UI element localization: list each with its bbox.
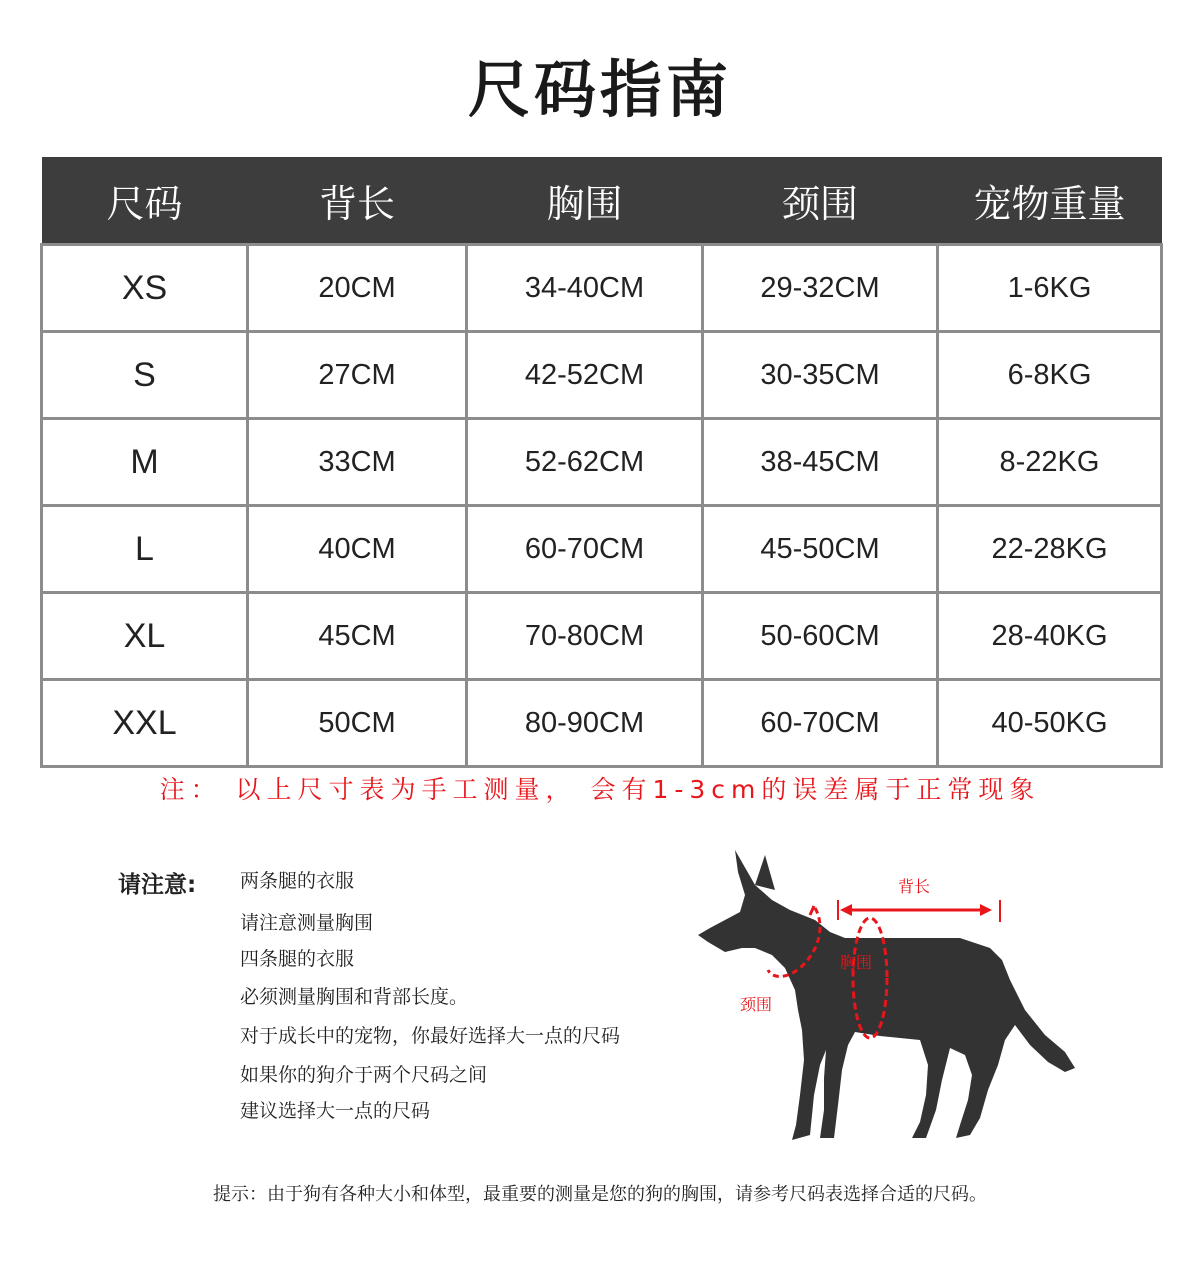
size-chart-table	[40, 157, 1163, 768]
page-title: 尺码指南	[467, 53, 732, 126]
back-length-arrowhead-right	[980, 904, 992, 916]
cell-size: S	[42, 332, 248, 419]
notice-label: 请注意:	[118, 872, 197, 898]
sizing-tip: 提示：由于狗有各种大小和体型，最重要的测量是您的狗的胸围，请参考尺码表选择合适的尺码。	[213, 1184, 987, 1205]
notice-line: 建议选择大一点的尺码	[240, 1100, 431, 1122]
cell-weight: 40-50KG	[938, 680, 1162, 767]
cell-chest: 70-80CM	[467, 593, 703, 680]
cell-chest: 60-70CM	[467, 506, 703, 593]
table-row	[42, 419, 1162, 506]
cell-back-length: 50CM	[248, 680, 467, 767]
cell-size: XS	[42, 245, 248, 332]
header-back-length: 背长	[248, 157, 467, 245]
back-length-label: 背长	[898, 877, 931, 896]
cell-neck: 60-70CM	[703, 680, 938, 767]
cell-size: M	[42, 419, 248, 506]
cell-weight: 6-8KG	[938, 332, 1162, 419]
measurement-error-note: 注： 以上尺寸表为手工测量， 会有1-3cm的误差属于正常现象	[159, 775, 1041, 804]
cell-weight: 22-28KG	[938, 506, 1162, 593]
header-chest: 胸围	[467, 157, 703, 245]
cell-chest: 52-62CM	[467, 419, 703, 506]
table-row	[42, 593, 1162, 680]
cell-size: XL	[42, 593, 248, 680]
cell-back-length: 45CM	[248, 593, 467, 680]
cell-size: XXL	[42, 680, 248, 767]
back-length-arrowhead-left	[840, 904, 852, 916]
cell-back-length: 27CM	[248, 332, 467, 419]
table-row	[42, 506, 1162, 593]
cell-chest: 80-90CM	[467, 680, 703, 767]
cell-neck: 29-32CM	[703, 245, 938, 332]
table-row	[42, 680, 1162, 767]
cell-neck: 45-50CM	[703, 506, 938, 593]
table-row	[42, 245, 1162, 332]
table-header-row	[42, 157, 1162, 245]
header-size: 尺码	[42, 157, 248, 245]
neck-label: 颈围	[740, 995, 773, 1014]
cell-chest: 42-52CM	[467, 332, 703, 419]
cell-back-length: 20CM	[248, 245, 467, 332]
cell-weight: 1-6KG	[938, 245, 1162, 332]
cell-back-length: 40CM	[248, 506, 467, 593]
notice-line: 两条腿的衣服	[240, 870, 355, 892]
chest-label: 胸围	[840, 953, 873, 972]
notice-line: 四条腿的衣服	[240, 948, 355, 970]
cell-neck: 50-60CM	[703, 593, 938, 680]
cell-weight: 8-22KG	[938, 419, 1162, 506]
notice-line: 请注意测量胸围	[240, 912, 374, 934]
cell-size: L	[42, 506, 248, 593]
notice-line: 对于成长中的宠物，你最好选择大一点的尺码	[240, 1025, 621, 1047]
dog-ear	[755, 855, 775, 890]
cell-chest: 34-40CM	[467, 245, 703, 332]
cell-back-length: 33CM	[248, 419, 467, 506]
notice-line: 如果你的狗介于两个尺码之间	[240, 1064, 488, 1086]
notice-line: 必须测量胸围和背部长度。	[240, 986, 469, 1008]
dog-measurement-diagram	[680, 840, 1100, 1145]
neck-measure-tick	[810, 906, 814, 915]
cell-neck: 38-45CM	[703, 419, 938, 506]
cell-neck: 30-35CM	[703, 332, 938, 419]
table-row	[42, 332, 1162, 419]
header-neck: 颈围	[703, 157, 938, 245]
header-weight: 宠物重量	[938, 157, 1162, 245]
cell-weight: 28-40KG	[938, 593, 1162, 680]
